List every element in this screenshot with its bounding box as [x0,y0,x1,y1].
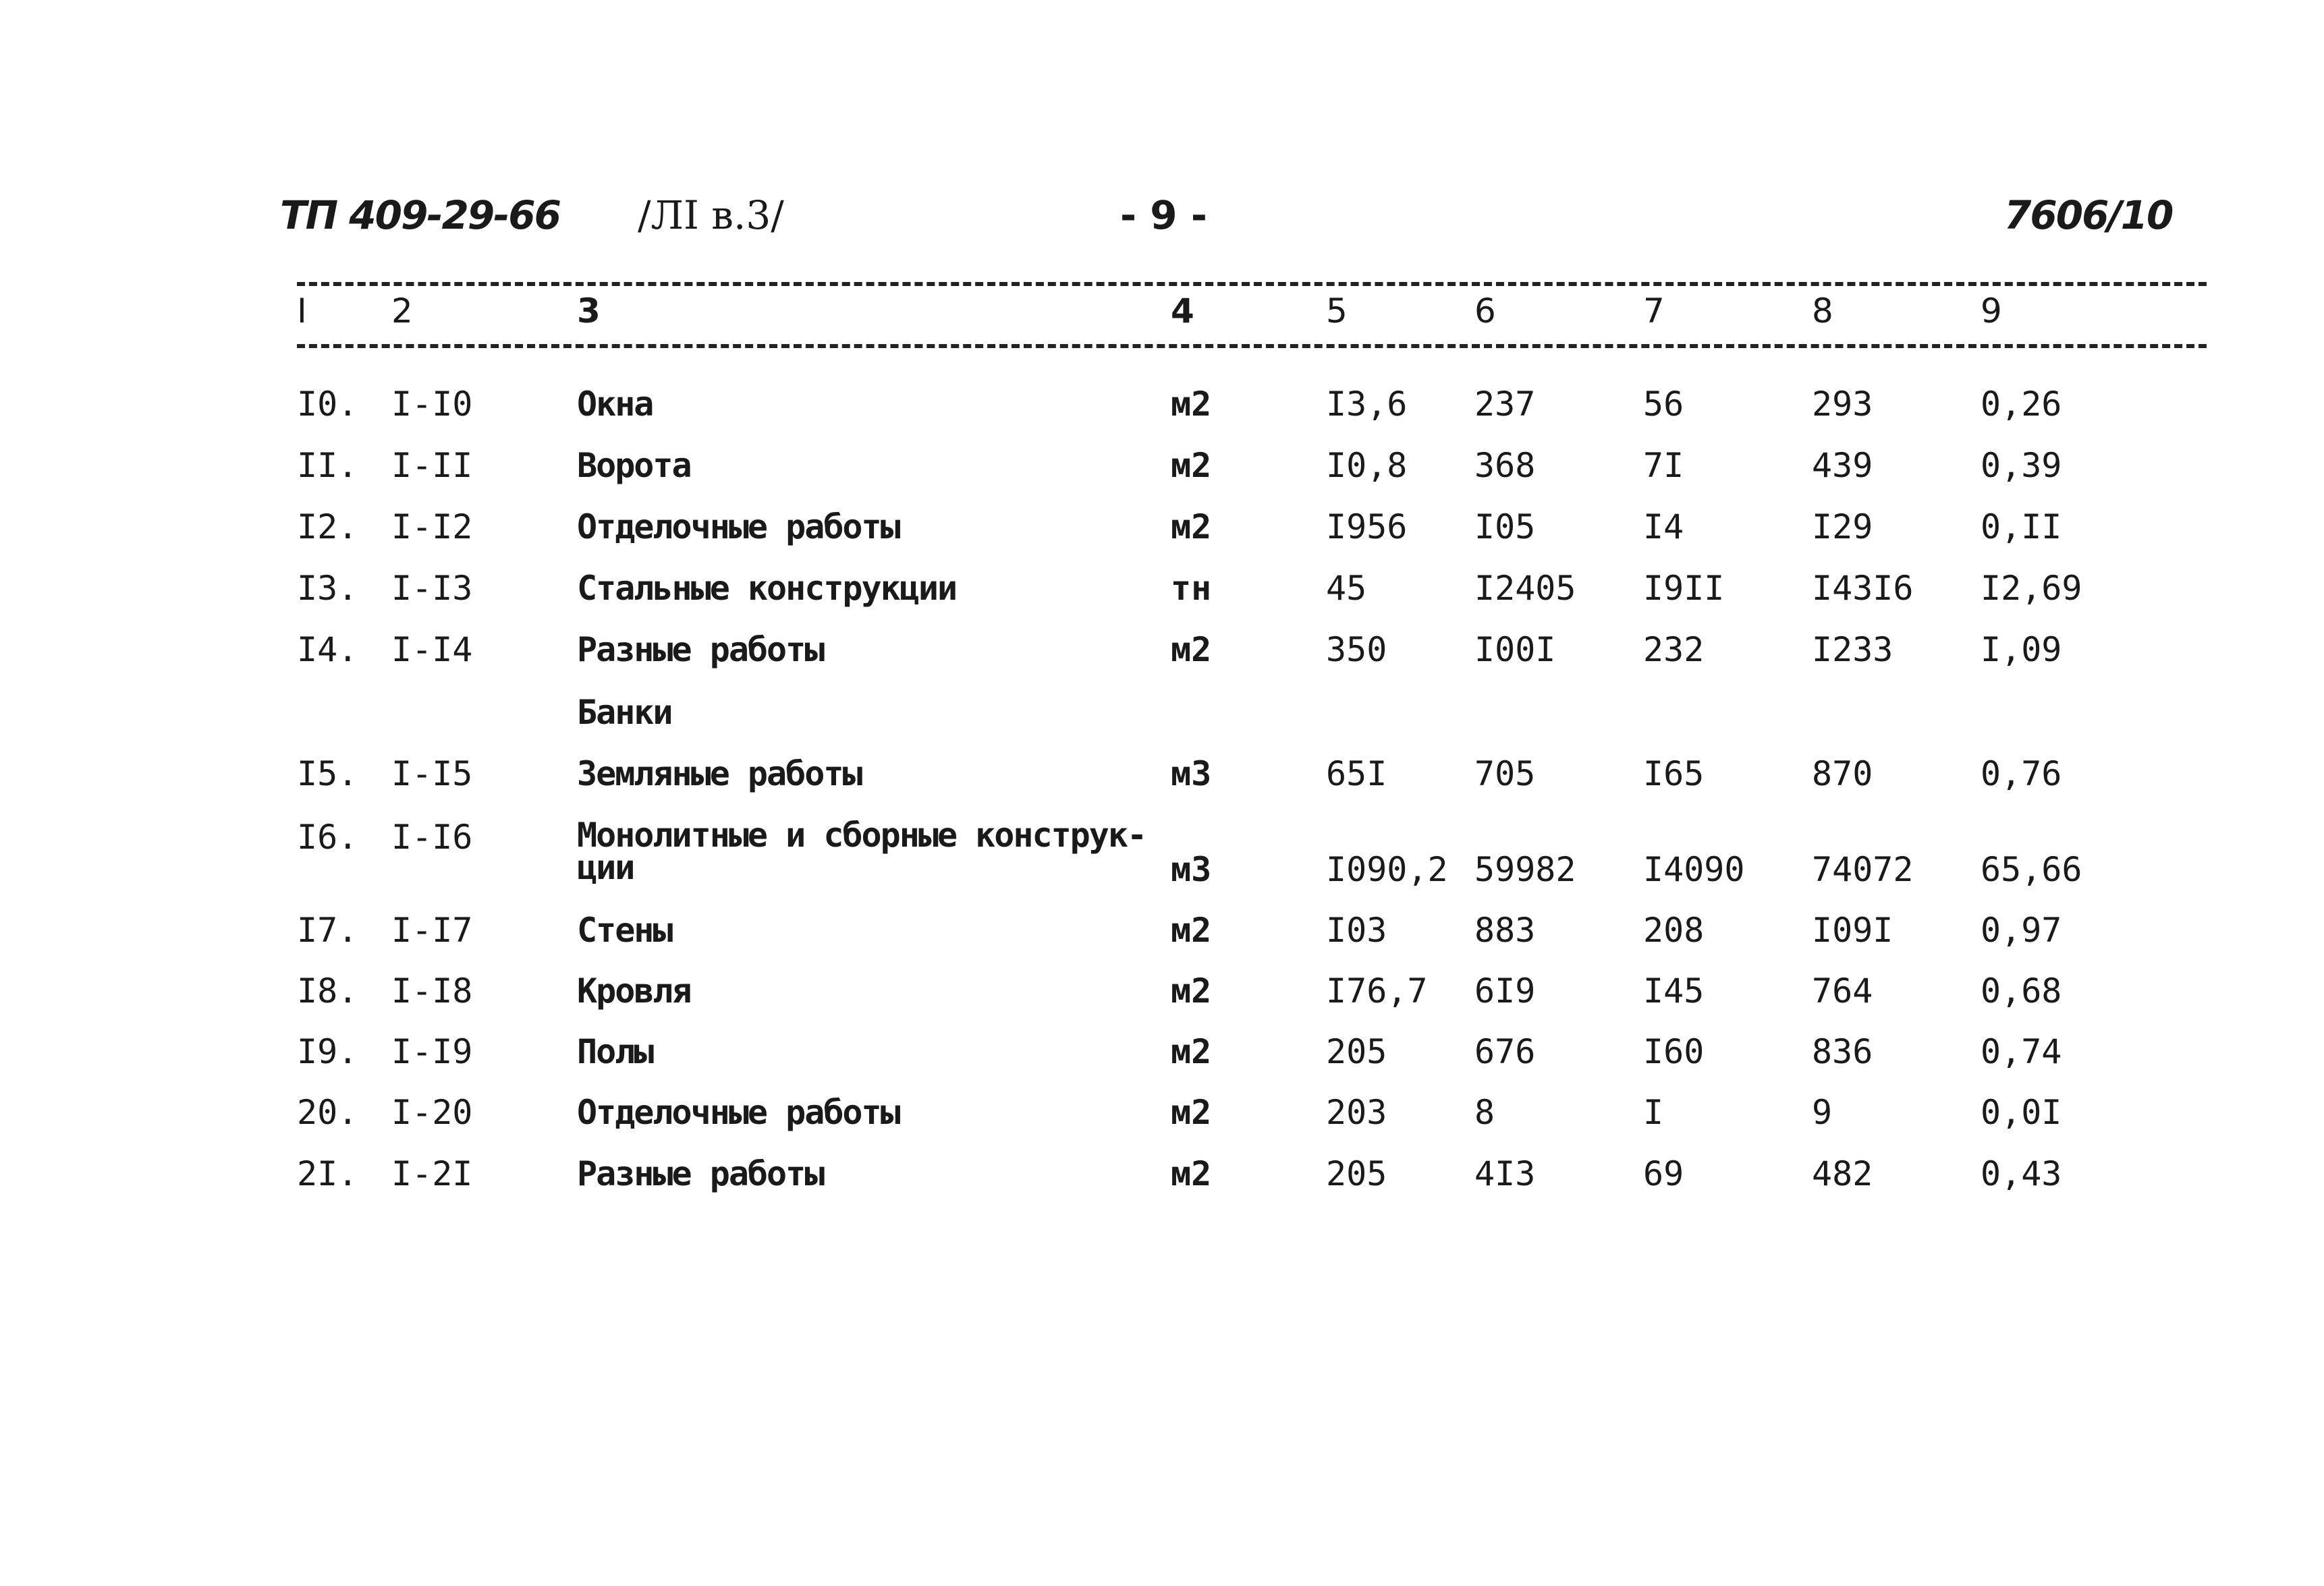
row-col8: 74072 [1812,850,1914,889]
table-header-rule [297,344,2207,348]
row-col5: I956 [1326,507,1408,546]
row-col5: I76,7 [1326,971,1428,1011]
table-row [0,385,2324,432]
row-col8: 293 [1812,385,1873,424]
row-col8: 439 [1812,446,1873,485]
row-col5: 205 [1326,1032,1387,1071]
row-name: Стальные конструкции [577,569,957,608]
row-number: I2. [297,507,358,546]
row-col8: I09I [1812,911,1893,950]
row-col9: I,09 [1981,630,2062,669]
row-col5: 205 [1326,1154,1387,1193]
row-col6: 59982 [1474,850,1576,889]
row-name: Разные работы [577,630,824,669]
row-unit: м2 [1171,1154,1212,1193]
row-name: Ворота [577,446,691,485]
row-col8: I43I6 [1812,569,1914,608]
row-number: I6. [297,818,358,857]
row-number: I9. [297,1032,358,1071]
row-number: I5. [297,754,358,793]
row-name: Кровля [577,971,691,1011]
column-header-2: 2 [391,291,413,331]
row-col7: 208 [1643,911,1705,950]
row-col6: 883 [1474,911,1536,950]
column-header-1: I [297,291,307,331]
row-name: Земляные работы [577,754,862,793]
row-col6: 6I9 [1474,971,1536,1011]
row-number: I0. [297,385,358,424]
row-code: I-II [391,446,473,485]
row-col8: I29 [1812,507,1873,546]
row-col9: 0,74 [1981,1032,2062,1071]
project-code: ТП 409-29-66 [280,192,560,238]
row-col9: 0,0I [1981,1093,2062,1132]
section-heading-row [0,693,2324,740]
row-unit: м2 [1171,911,1212,950]
row-col9: 0,43 [1981,1154,2062,1193]
row-col6: I00I [1474,630,1556,669]
table-row [0,1154,2324,1201]
row-col7: 69 [1643,1154,1684,1193]
column-header-row [0,291,2324,339]
row-col7: I4 [1643,507,1684,546]
row-col5: I03 [1326,911,1387,950]
row-name: Отделочные работы [577,507,900,546]
row-code: I-I9 [391,1032,473,1071]
row-name: Полы [577,1032,653,1071]
table-row [0,971,2324,1019]
table-row [0,911,2324,958]
row-code: I-I8 [391,971,473,1011]
row-code: I-I5 [391,754,473,793]
row-col9: 0,26 [1981,385,2062,424]
row-col7: I65 [1643,754,1705,793]
row-number: 2I. [297,1154,358,1193]
table-row [0,507,2324,555]
row-col7: 56 [1643,385,1684,424]
row-code: I-2I [391,1154,473,1193]
section-heading: Банки [577,693,672,732]
column-header-5: 5 [1326,291,1348,331]
row-col5: 350 [1326,630,1387,669]
row-unit: тн [1171,569,1212,608]
row-unit: м2 [1171,1093,1212,1132]
row-col7: I45 [1643,971,1705,1011]
column-header-9: 9 [1981,291,2002,331]
row-code: I-20 [391,1093,473,1132]
row-code: I-I2 [391,507,473,546]
row-col5: 45 [1326,569,1367,608]
row-col6: 705 [1474,754,1536,793]
column-header-4: 4 [1171,291,1194,331]
row-number: 20. [297,1093,358,1132]
row-name: Окна [577,385,653,424]
table-row [0,630,2324,677]
row-number: I7. [297,911,358,950]
row-col6: 237 [1474,385,1536,424]
row-code: I-I0 [391,385,473,424]
row-col6: 8 [1474,1093,1495,1132]
row-name: Разные работы [577,1154,824,1193]
row-unit: м2 [1171,507,1212,546]
row-col7: I [1643,1093,1664,1132]
row-col7: I60 [1643,1032,1705,1071]
row-name: Монолитные и сборные конструк- [577,816,1146,855]
sheet-reference: /ЛI в.3/ [638,192,784,238]
row-col5: I3,6 [1326,385,1408,424]
row-col8: I233 [1812,630,1893,669]
row-number: I3. [297,569,358,608]
table-row [0,1032,2324,1079]
table-row [0,446,2324,493]
column-header-3: 3 [577,291,599,331]
row-col8: 870 [1812,754,1873,793]
row-unit: м2 [1171,446,1212,485]
row-col5: I090,2 [1326,850,1448,889]
row-number: I4. [297,630,358,669]
row-col6: I05 [1474,507,1536,546]
row-col9: 0,II [1981,507,2062,546]
row-col5: 65I [1326,754,1387,793]
row-col7: 232 [1643,630,1705,669]
row-unit: м3 [1171,850,1212,889]
row-col5: I0,8 [1326,446,1408,485]
row-unit: м2 [1171,971,1212,1011]
row-col7: I4090 [1643,850,1745,889]
row-col6: 368 [1474,446,1536,485]
row-col9: 0,76 [1981,754,2062,793]
row-name-continuation: ции [577,848,634,887]
row-col8: 9 [1812,1093,1833,1132]
row-name: Отделочные работы [577,1093,900,1132]
row-col8: 482 [1812,1154,1873,1193]
row-code: I-I6 [391,818,473,857]
row-col9: 0,39 [1981,446,2062,485]
row-col6: 676 [1474,1032,1536,1071]
row-col6: I2405 [1474,569,1576,608]
row-number: II. [297,446,358,485]
table-top-rule [297,282,2207,286]
table-row [0,818,2324,905]
column-header-7: 7 [1643,291,1665,331]
inventory-number: 7606/10 [2004,192,2173,238]
row-col8: 836 [1812,1032,1873,1071]
row-code: I-I7 [391,911,473,950]
page-number: - 9 - [1120,192,1207,238]
table-row [0,569,2324,616]
row-unit: м2 [1171,1032,1212,1071]
row-col7: I9II [1643,569,1725,608]
table-row [0,1093,2324,1140]
table-row [0,754,2324,801]
row-col6: 4I3 [1474,1154,1536,1193]
row-code: I-I3 [391,569,473,608]
row-col8: 764 [1812,971,1873,1011]
row-unit: м3 [1171,754,1212,793]
row-col9: I2,69 [1981,569,2082,608]
row-unit: м2 [1171,630,1212,669]
row-number: I8. [297,971,358,1011]
row-col5: 203 [1326,1093,1387,1132]
row-col9: 0,68 [1981,971,2062,1011]
row-name: Стены [577,911,672,950]
row-col7: 7I [1643,446,1684,485]
row-unit: м2 [1171,385,1212,424]
row-col9: 65,66 [1981,850,2082,889]
column-header-8: 8 [1812,291,1833,331]
row-col9: 0,97 [1981,911,2062,950]
row-code: I-I4 [391,630,473,669]
column-header-6: 6 [1474,291,1496,331]
